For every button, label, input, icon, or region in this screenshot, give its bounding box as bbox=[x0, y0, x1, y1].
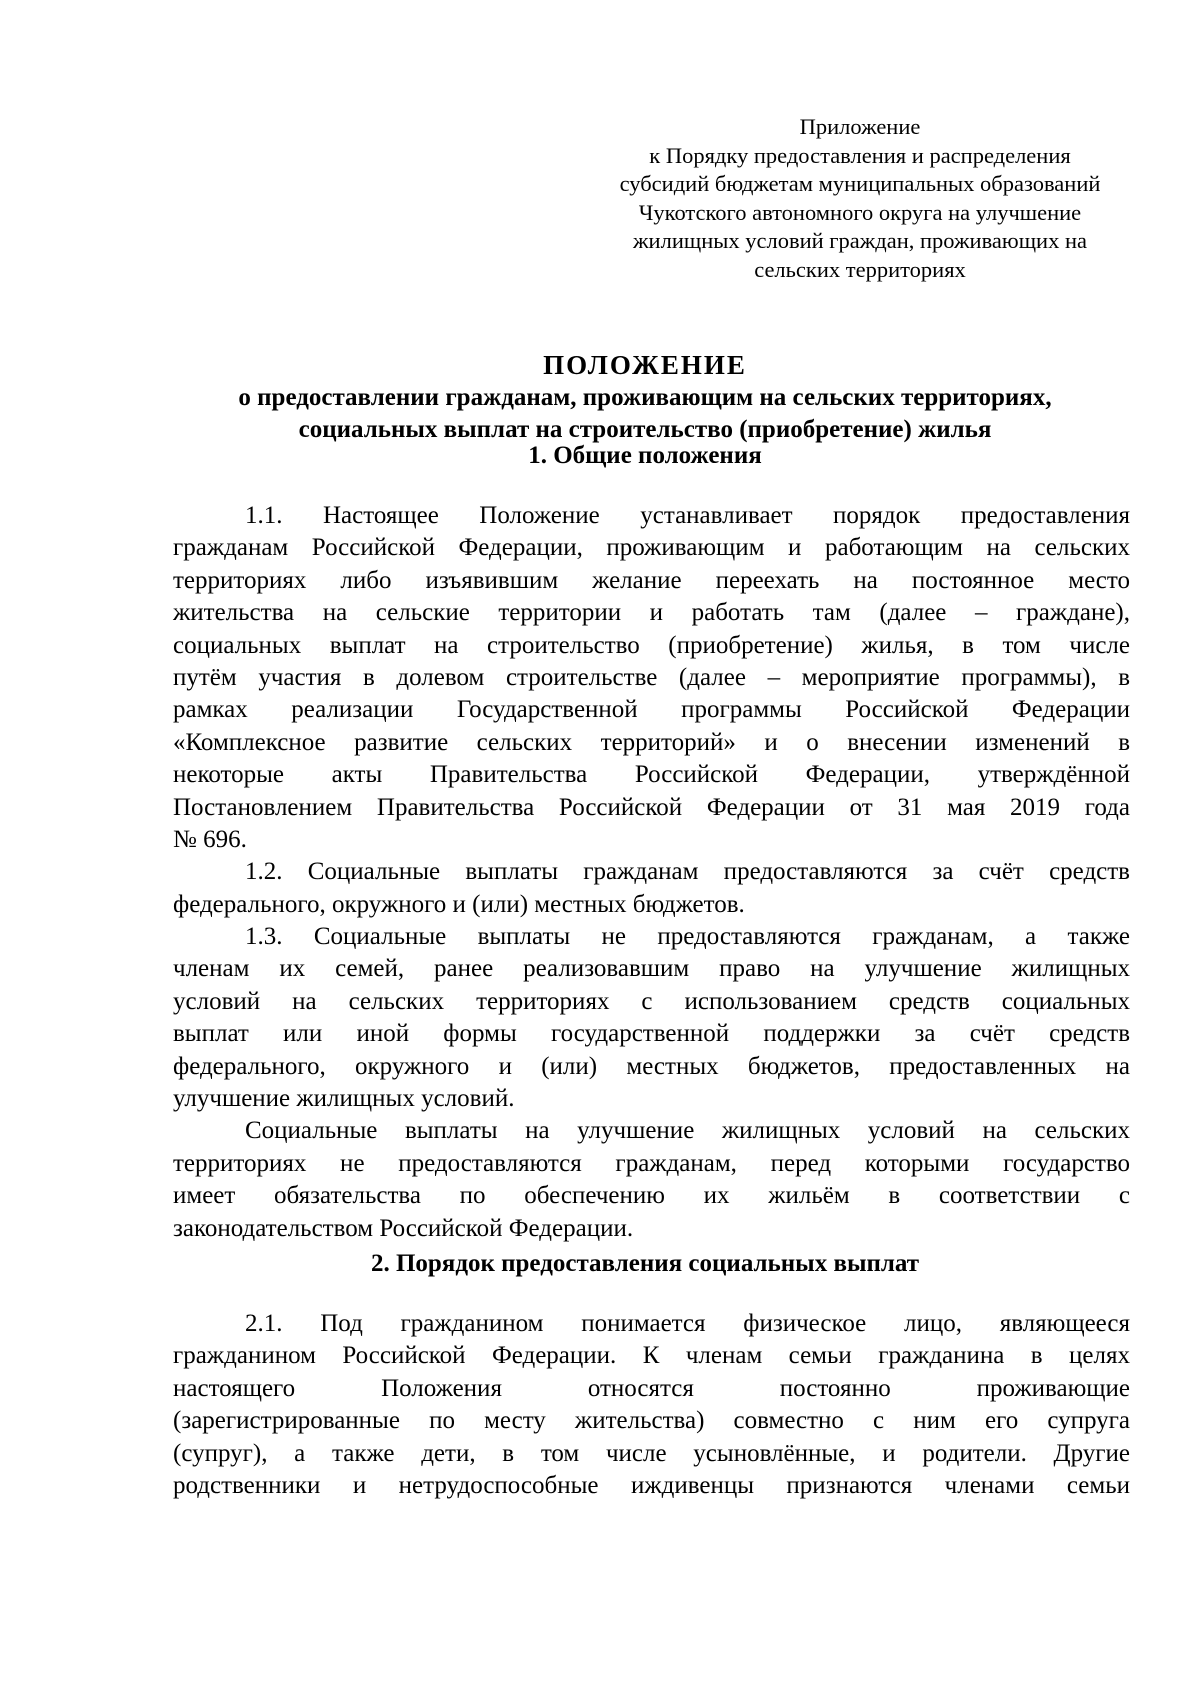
section-1-body bbox=[173, 500, 1130, 1245]
appendix-block bbox=[600, 113, 1120, 285]
paragraph-line: настоящего Положения относятся постоянно проживающие bbox=[173, 1374, 1130, 1402]
paragraph-line: федерального, окружного и (или) местных бюджетов, предоставленных на bbox=[173, 1052, 1130, 1080]
paragraph-line: родственники и нетрудоспособные иждивенцы признаются членами семьи bbox=[173, 1471, 1130, 1499]
paragraph-line: 2.1. Под гражданином понимается физическое лицо, являющееся bbox=[245, 1310, 1130, 1337]
paragraph-line: «Комплексное развитие сельских территорий» и о внесении изменений в bbox=[173, 728, 1130, 756]
section-1-heading: 1. Общие положения bbox=[528, 442, 762, 469]
paragraph-line: территориях либо изъявившим желание переехать на постоянное место bbox=[173, 566, 1130, 594]
paragraph-line: выплат или иной формы государственной поддержки за счёт средств bbox=[173, 1020, 1130, 1048]
appendix-line: жилищных условий граждан, проживающих на bbox=[633, 228, 1087, 254]
paragraph-line: (зарегистрированные по месту жительства) совместно с ним его супруга bbox=[173, 1407, 1130, 1435]
paragraph-line: социальных выплат на строительство (приобретение) жилья, в том числе bbox=[173, 631, 1130, 659]
appendix-line: субсидий бюджетам муниципальных образований bbox=[619, 171, 1101, 197]
paragraph-line: (супруг), а также дети, в том числе усыновлённые, и родители. Другие bbox=[173, 1439, 1130, 1467]
section-2-body bbox=[173, 1308, 1130, 1502]
paragraph-line: улучшение жилищных условий. bbox=[173, 1085, 515, 1113]
title-main: ПОЛОЖЕНИЕ bbox=[543, 350, 747, 380]
paragraph-line: некоторые акты Правительства Российской Федерации, утверждённой bbox=[173, 761, 1130, 789]
paragraph-line: членам их семей, ранее реализовавшим право на улучшение жилищных bbox=[173, 955, 1130, 983]
appendix-line: Чукотского автономного округа на улучшение bbox=[638, 199, 1082, 225]
title-subtitle-line: социальных выплат на строительство (приобретение) жилья bbox=[298, 416, 992, 443]
paragraph-line: рамках реализации Государственной программы Российской Федерации bbox=[173, 696, 1130, 724]
paragraph-line: имеет обязательства по обеспечению их жильём в соответствии с bbox=[173, 1182, 1130, 1210]
paragraph-line: территориях не предоставляются гражданам, перед которыми государство bbox=[173, 1149, 1130, 1177]
paragraph-line: Постановлением Правительства Российской Федерации от 31 мая 2019 года bbox=[173, 793, 1130, 821]
paragraph-line: условий на сельских территориях с использованием средств социальных bbox=[173, 987, 1130, 1015]
title-subtitle-line: о предоставлении гражданам, проживающим на сельских территориях, bbox=[238, 384, 1052, 411]
paragraph-line: Социальные выплаты на улучшение жилищных условий на сельских bbox=[245, 1117, 1130, 1145]
paragraph-line: 1.3. Социальные выплаты не предоставляются гражданам, а также bbox=[245, 923, 1130, 951]
paragraph-line: федерального, окружного и (или) местных бюджетов. bbox=[173, 890, 745, 918]
paragraph-line: жительства на сельские территории и работать там (далее – граждане), bbox=[173, 599, 1130, 627]
paragraph-line: 1.1. Настоящее Положение устанавливает порядок предоставления bbox=[245, 502, 1130, 529]
appendix-line: сельских территориях bbox=[754, 256, 966, 282]
appendix-line: Приложение bbox=[799, 114, 921, 139]
paragraph-line: законодательством Российской Федерации. bbox=[173, 1214, 634, 1242]
paragraph-line: гражданам Российской Федерации, проживающим и работающим на сельских bbox=[173, 534, 1130, 562]
appendix-line: к Порядку предоставления и распределения bbox=[649, 142, 1071, 168]
paragraph-line: путём участия в долевом строительстве (далее – мероприятие программы), в bbox=[173, 663, 1130, 691]
paragraph-line: гражданином Российской Федерации. К членам семьи гражданина в целях bbox=[173, 1342, 1130, 1370]
paragraph-line: № 696. bbox=[173, 825, 247, 853]
document-title bbox=[160, 348, 1130, 446]
section-2-heading: 2. Порядок предоставления социальных выплат bbox=[370, 1250, 920, 1277]
paragraph-line: 1.2. Социальные выплаты гражданам предоставляются за счёт средств bbox=[245, 858, 1130, 886]
